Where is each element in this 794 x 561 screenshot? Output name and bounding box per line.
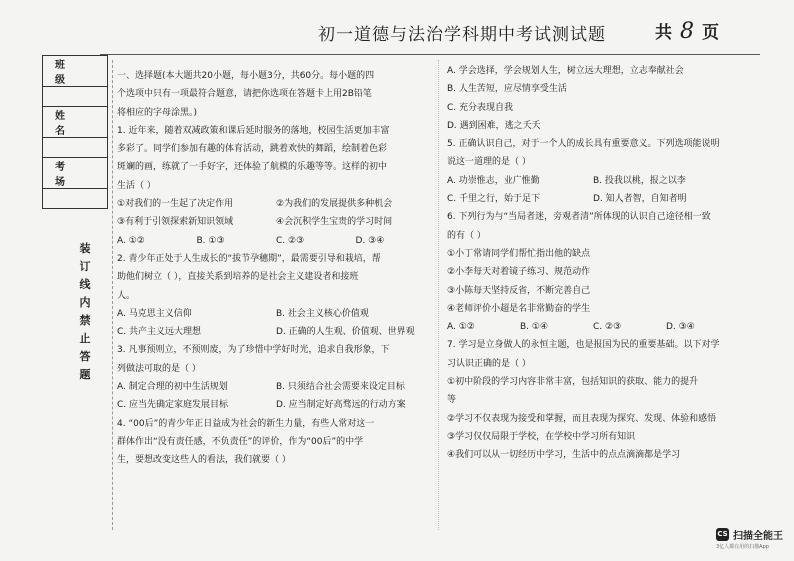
answer-option: C. 千里之行，始于足下 (447, 194, 541, 205)
question-text-line: ①小丁常请同学们帮忙指出他的缺点 (447, 248, 591, 259)
answer-option: ①对我们的一生起了决定作用 (117, 199, 234, 210)
question-text-line: 人。 (117, 290, 136, 301)
camscanner-logo-icon: CS (716, 528, 729, 541)
answer-options-row (447, 190, 739, 208)
question-text-line: 7. 学习是立身做人的永恒主题，也是报国为民的重要基础。以下对学 (447, 340, 720, 351)
question-text-line: 1. 近年来，随着双减政策和课后延时服务的落地，校园生活更加丰富 (117, 125, 390, 136)
question-text-line: C. 充分表现自我 (447, 102, 514, 113)
question-text-line: ①初中阶段的学习内容非常丰富，包括知识的获取、能力的提升 (447, 377, 699, 388)
question-text-line: B. 人生苦短，应尽情享受生活 (447, 84, 567, 95)
answer-option: D. 应当制定好高骛远的行动方案 (276, 400, 406, 411)
answer-option: A. ①② (447, 322, 475, 333)
notice-char: 订 (79, 260, 91, 273)
question-text-line: 多彩了。同学们参加有趣的体育活动，跳着欢快的舞蹈，绘制着色彩 (117, 144, 388, 155)
question-text-line: ③学习仅仅局限于学校，在学校中学习所有知识 (447, 431, 636, 442)
answer-option: A. 制定合理的初中生活规划 (117, 382, 228, 393)
watermark-subtitle: 3亿人都在用的扫描App (716, 544, 769, 550)
answer-options-row (117, 195, 435, 213)
notice-char: 答 (79, 350, 91, 363)
question-text-line: 6. 下列行为与“当局者迷，旁观者清”所体现的认识自己途径相一致 (447, 212, 711, 223)
answer-option: B. 投我以桃，报之以李 (593, 175, 686, 186)
notice-char: 禁 (79, 314, 91, 327)
answer-option: ③有利于引领探索新知识领域 (117, 217, 234, 228)
answer-option: ④会沉积学生宝贵的学习时间 (276, 217, 393, 228)
question-text-line: 说这一道理的是（ ） (447, 157, 531, 168)
answer-option: C. ②③ (276, 235, 305, 246)
question-text-line: 斑斓的画，练就了一手好字，还体验了航模的乐趣等等。这样的初中 (117, 162, 388, 173)
class-field-blank (43, 87, 108, 107)
binding-dashed-line (112, 60, 113, 530)
answer-option: A. 马克思主义信仰 (117, 308, 192, 319)
student-info-table (42, 55, 108, 209)
question-text-line: ②学习不仅表现为接受和掌握，而且表现为探究、发现、体验和感悟 (447, 413, 717, 424)
answer-options-row (117, 305, 435, 323)
answer-options-row (117, 232, 435, 250)
room-field-label: 考 场 (43, 158, 108, 189)
answer-option: C. ②③ (593, 322, 622, 333)
question-text-line: 2. 青少年正处于人生成长的“拔节孕穗期”，最需要引导和栽培，帮 (117, 253, 381, 264)
exam-title: 初一道德与法治学科期中考试测试题 (318, 25, 606, 45)
answer-option: A. ①② (117, 235, 145, 246)
question-text-line: ③小陈每天坚持反省，不断完善自己 (447, 285, 591, 296)
question-text-line: ④老师评价小超是名非常勤奋的学生 (447, 303, 591, 314)
page-count (655, 18, 719, 44)
answer-options-row (117, 213, 435, 231)
right-question-column (447, 62, 739, 465)
class-field-label: 班 级 (43, 56, 108, 87)
question-text-line: D. 遇到困难，逃之夭夭 (447, 120, 541, 131)
title-rule (100, 54, 760, 55)
notice-char: 止 (79, 332, 91, 345)
answer-option: B. 只须结合社会需要来设定目标 (276, 382, 405, 393)
answer-options-row (117, 378, 435, 396)
question-text-line: 生活（ ） (117, 180, 156, 191)
answer-option: D. 正确的人生观、价值观、世界观 (276, 327, 415, 338)
watermark-name: 扫描全能王 (733, 531, 783, 542)
name-field-label: 姓 名 (43, 107, 108, 138)
question-text-line: ④我们可以从一切经历中学习，生活中的点点滴滴都是学习 (447, 450, 681, 461)
question-text-line: 的有（ ） (447, 230, 486, 241)
question-text-line: 等 (447, 395, 457, 406)
answer-option: D. ③④ (355, 235, 385, 246)
answer-option: B. ①④ (520, 322, 549, 333)
answer-option: ②为我们的发展提供多种机会 (276, 199, 393, 210)
answer-option: B. 社会主义核心价值观 (276, 308, 369, 319)
question-text-line: 将相应的字母涂黑。) (117, 107, 198, 118)
notice-char: 装 (79, 242, 91, 255)
question-text-line: 习认识正确的是（ ） (447, 358, 531, 369)
question-text-line: 5. 正确认识自己，对于一个人的成长具有重要意义。下列选项能说明 (447, 139, 720, 150)
room-field-blank (43, 189, 108, 209)
question-text-line: ②小李每天对着镜子练习、规范动作 (447, 267, 591, 278)
question-text-line: 群体作出“没有责任感，不负责任”的评价，作为“00后”的中学 (117, 436, 364, 447)
page-count-number: 8 (680, 19, 694, 44)
question-text-line: 4. “00后”的青少年正日益成为社会的新生力量，有些人常对这一 (117, 418, 375, 429)
answer-option: D. 知人者智，自知者明 (593, 194, 687, 205)
question-text-line: 助他们树立（ ），直接关系到培养的是社会主义建设者和接班 (117, 272, 359, 283)
binding-line-notice (78, 240, 92, 384)
answer-options-row (447, 172, 739, 190)
question-text-line: A. 学会选择，学会规划人生，树立远大理想，立志奉献社会 (447, 66, 684, 76)
notice-char: 题 (79, 368, 91, 381)
notice-char: 线 (79, 278, 91, 291)
answer-option: D. ③④ (666, 322, 695, 333)
notice-char: 内 (79, 296, 91, 309)
column-divider (438, 60, 439, 530)
page-count-suffix: 页 (702, 23, 719, 43)
answer-option: C. 应当先确定家庭发展目标 (117, 400, 229, 411)
answer-options-row (117, 396, 435, 414)
answer-option: A. 功崇惟志，业广惟勤 (447, 175, 540, 186)
answer-options-row (447, 318, 739, 336)
answer-options-row (117, 323, 435, 341)
question-text-line: 一、选择题(本大题共20小题，每小题3分，共60分。每小题的四 (117, 71, 375, 81)
scanner-watermark (716, 527, 783, 542)
left-question-column (117, 67, 435, 470)
name-field-blank (43, 138, 108, 158)
page-count-prefix: 共 (655, 23, 672, 43)
answer-option: B. ①③ (196, 235, 225, 246)
question-text-line: 个选项中只有一项最符合题意，请把你选项在答题卡上用2B铅笔 (117, 89, 372, 100)
answer-option: C. 共产主义远大理想 (117, 327, 202, 338)
question-text-line: 列做法可取的是（ ） (117, 363, 201, 374)
question-text-line: 3. 凡事预则立，不预则废，为了珍惜中学好时光，追求自我形象，下 (117, 345, 390, 356)
question-text-line: 生，要想改变这些人的看法，我们就要（ ） (117, 455, 291, 466)
